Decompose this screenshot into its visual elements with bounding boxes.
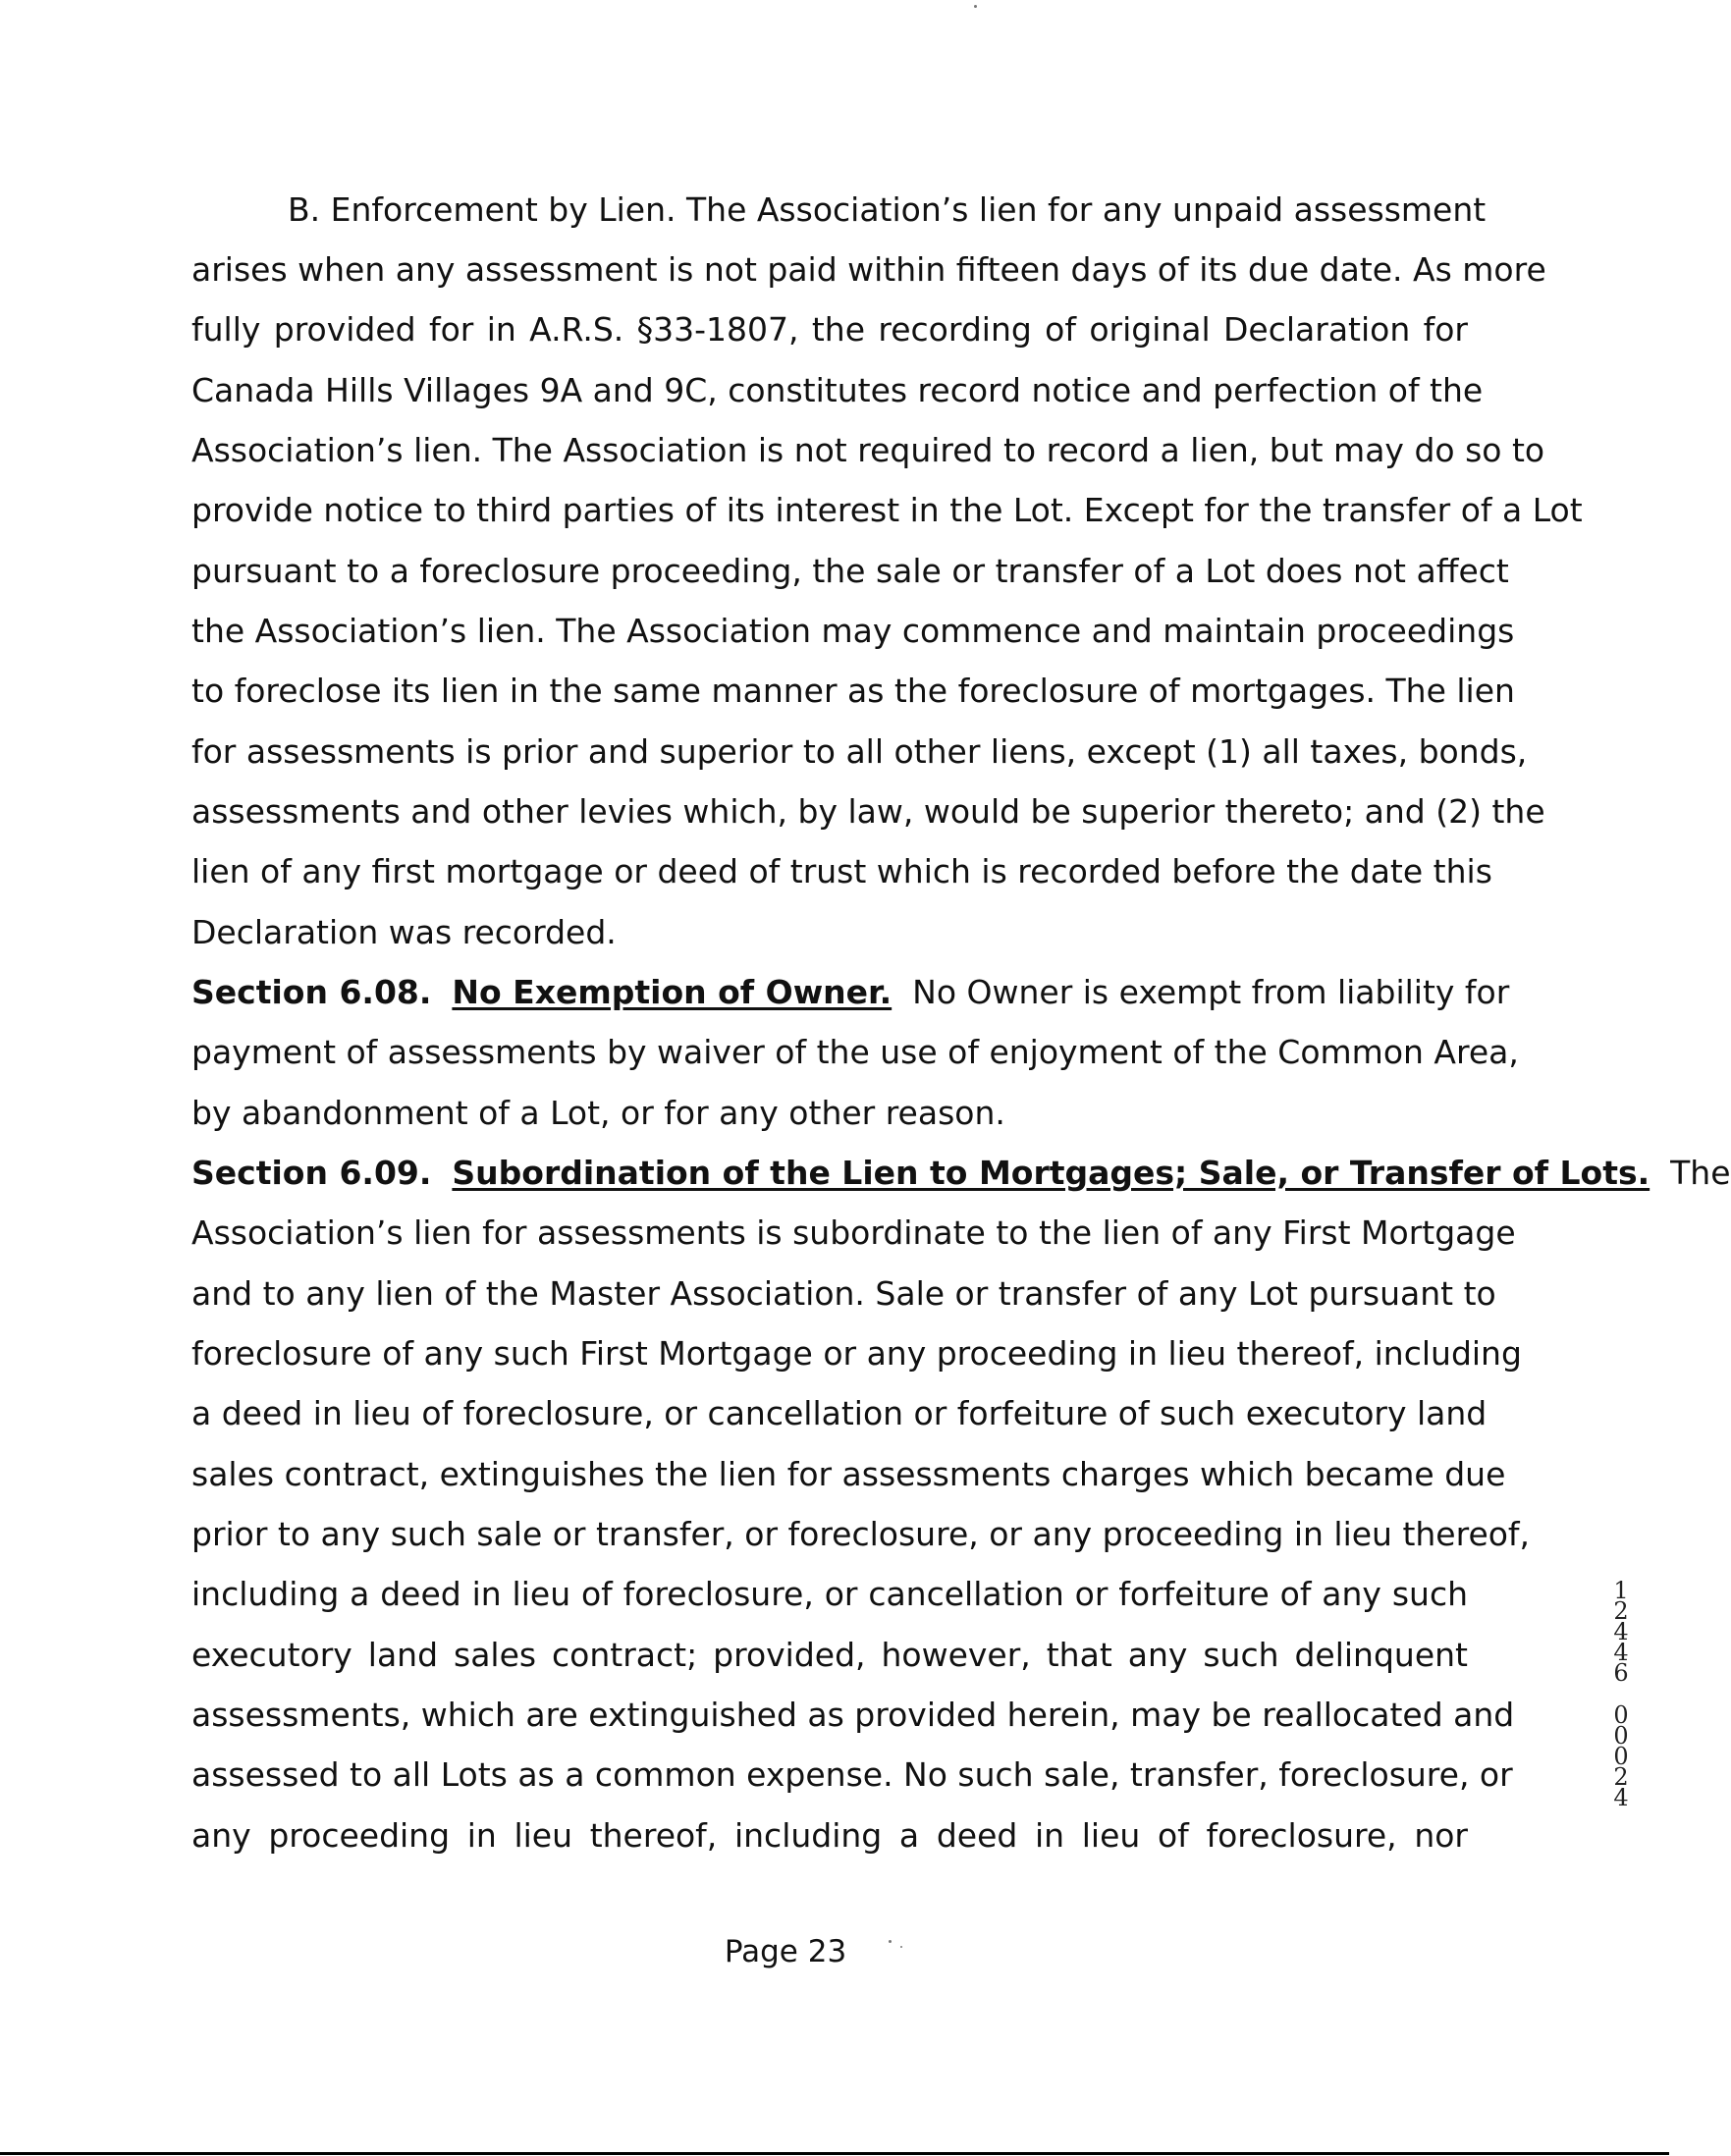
section-609-line: assessments, which are extinguished as provided herein, may be reallocated and [191,1696,1515,1734]
section-609-line: and to any lien of the Master Association. Sale or transfer of any Lot pursuant to [191,1274,1496,1313]
section-608-line: payment of assessments by waiver of the use of enjoyment of the Common Area, [191,1033,1519,1071]
paragraph-b-line: lien of any first mortgage or deed of trust which is recorded before the date this [191,852,1492,890]
scan-speck [900,1946,902,1948]
page-number: Page 23 [724,1934,847,1969]
section-608-line: by abandonment of a Lot, or for any other reason. [191,1094,1005,1132]
scan-speck [889,1940,892,1943]
paragraph-b-line: Association’s lien. The Association is not required to record a lien, but may do so to [191,431,1545,469]
section-609-line: assessed to all Lots as a common expense. No such sale, transfer, foreclosure, or [191,1755,1513,1794]
paragraph-b-line: to foreclose its lien in the same manner as the foreclosure of mortgages. The lien [191,672,1515,710]
section-609-line: including a deed in lieu of foreclosure, or cancellation or forfeiture of any such [191,1575,1468,1613]
section-608-title: No Exemption of Owner. [452,973,893,1011]
section-609-number: Section 6.09. [191,1154,432,1192]
section-609-line: any proceeding in lieu thereof, including a deed in lieu of foreclosure, nor [191,1816,1468,1855]
stamp-digit: 2 [1613,1597,1629,1625]
paragraph-b-line: provide notice to third parties of its interest in the Lot. Except for the transfer of a Lot [191,491,1583,529]
paragraph-b-line: fully provided for in A.R.S. §33-1807, the recording of original Declaration for [191,310,1468,349]
section-609-title: Subordination of the Lien to Mortgages; Sale, or Transfer of Lots. [452,1154,1650,1192]
section-609-line: Association’s lien for assessments is subordinate to the lien of any First Mortgage [191,1213,1516,1252]
paragraph-b-line: B. Enforcement by Lien. The Association’s lien for any unpaid assessment [288,190,1487,229]
section-609-line: a deed in lieu of foreclosure, or cancellation or forfeiture of such executory land [191,1394,1488,1432]
section-609-line: foreclosure of any such First Mortgage or any proceeding in lieu thereof, including [191,1334,1522,1373]
paragraph-b-line: assessments and other levies which, by law, would be superior thereto; and (2) the [191,792,1545,831]
paragraph-b-line: pursuant to a foreclosure proceeding, the sale or transfer of a Lot does not affect [191,552,1509,590]
section-608-number: Section 6.08. [191,973,432,1011]
stamp-digit: 2 [1613,1763,1629,1791]
section-609-line: sales contract, extinguishes the lien for assessments charges which became due [191,1455,1506,1493]
paragraph-b-line: arises when any assessment is not paid within fifteen days of its due date. As more [191,250,1546,289]
section-609-heading-line [191,1154,1731,1193]
section-608-first-line-text: No Owner is exempt from liability for [912,973,1510,1011]
stamp-digit: 6 [1613,1659,1629,1687]
paragraph-b-line: Canada Hills Villages 9A and 9C, constitutes record notice and perfection of the [191,371,1484,409]
paragraph-b-line: Declaration was recorded. [191,913,617,951]
section-609-first-line-text: The [1670,1154,1731,1192]
scan-edge-rule [0,2152,1669,2155]
stamp-digit: 0 [1613,1701,1629,1729]
stamp-digit: 0 [1613,1743,1629,1770]
scan-speck [974,5,977,8]
section-609-line: prior to any such sale or transfer, or foreclosure, or any proceeding in lieu thereof, [191,1515,1531,1553]
stamp-digit: 4 [1613,1784,1629,1811]
stamp-digit: 4 [1613,1639,1629,1666]
section-609-line: executory land sales contract; provided, however, that any such delinquent [191,1636,1468,1674]
stamp-digit: 1 [1613,1577,1629,1604]
paragraph-b-line: for assessments is prior and superior to all other liens, except (1) all taxes, bonds, [191,732,1528,771]
section-608-heading-line [191,973,1510,1012]
paragraph-b-line: the Association’s lien. The Association may commence and maintain proceedings [191,612,1515,650]
stamp-digit: 0 [1613,1722,1629,1750]
recording-stamp [1607,1577,1635,1811]
stamp-digit: 4 [1613,1618,1629,1645]
